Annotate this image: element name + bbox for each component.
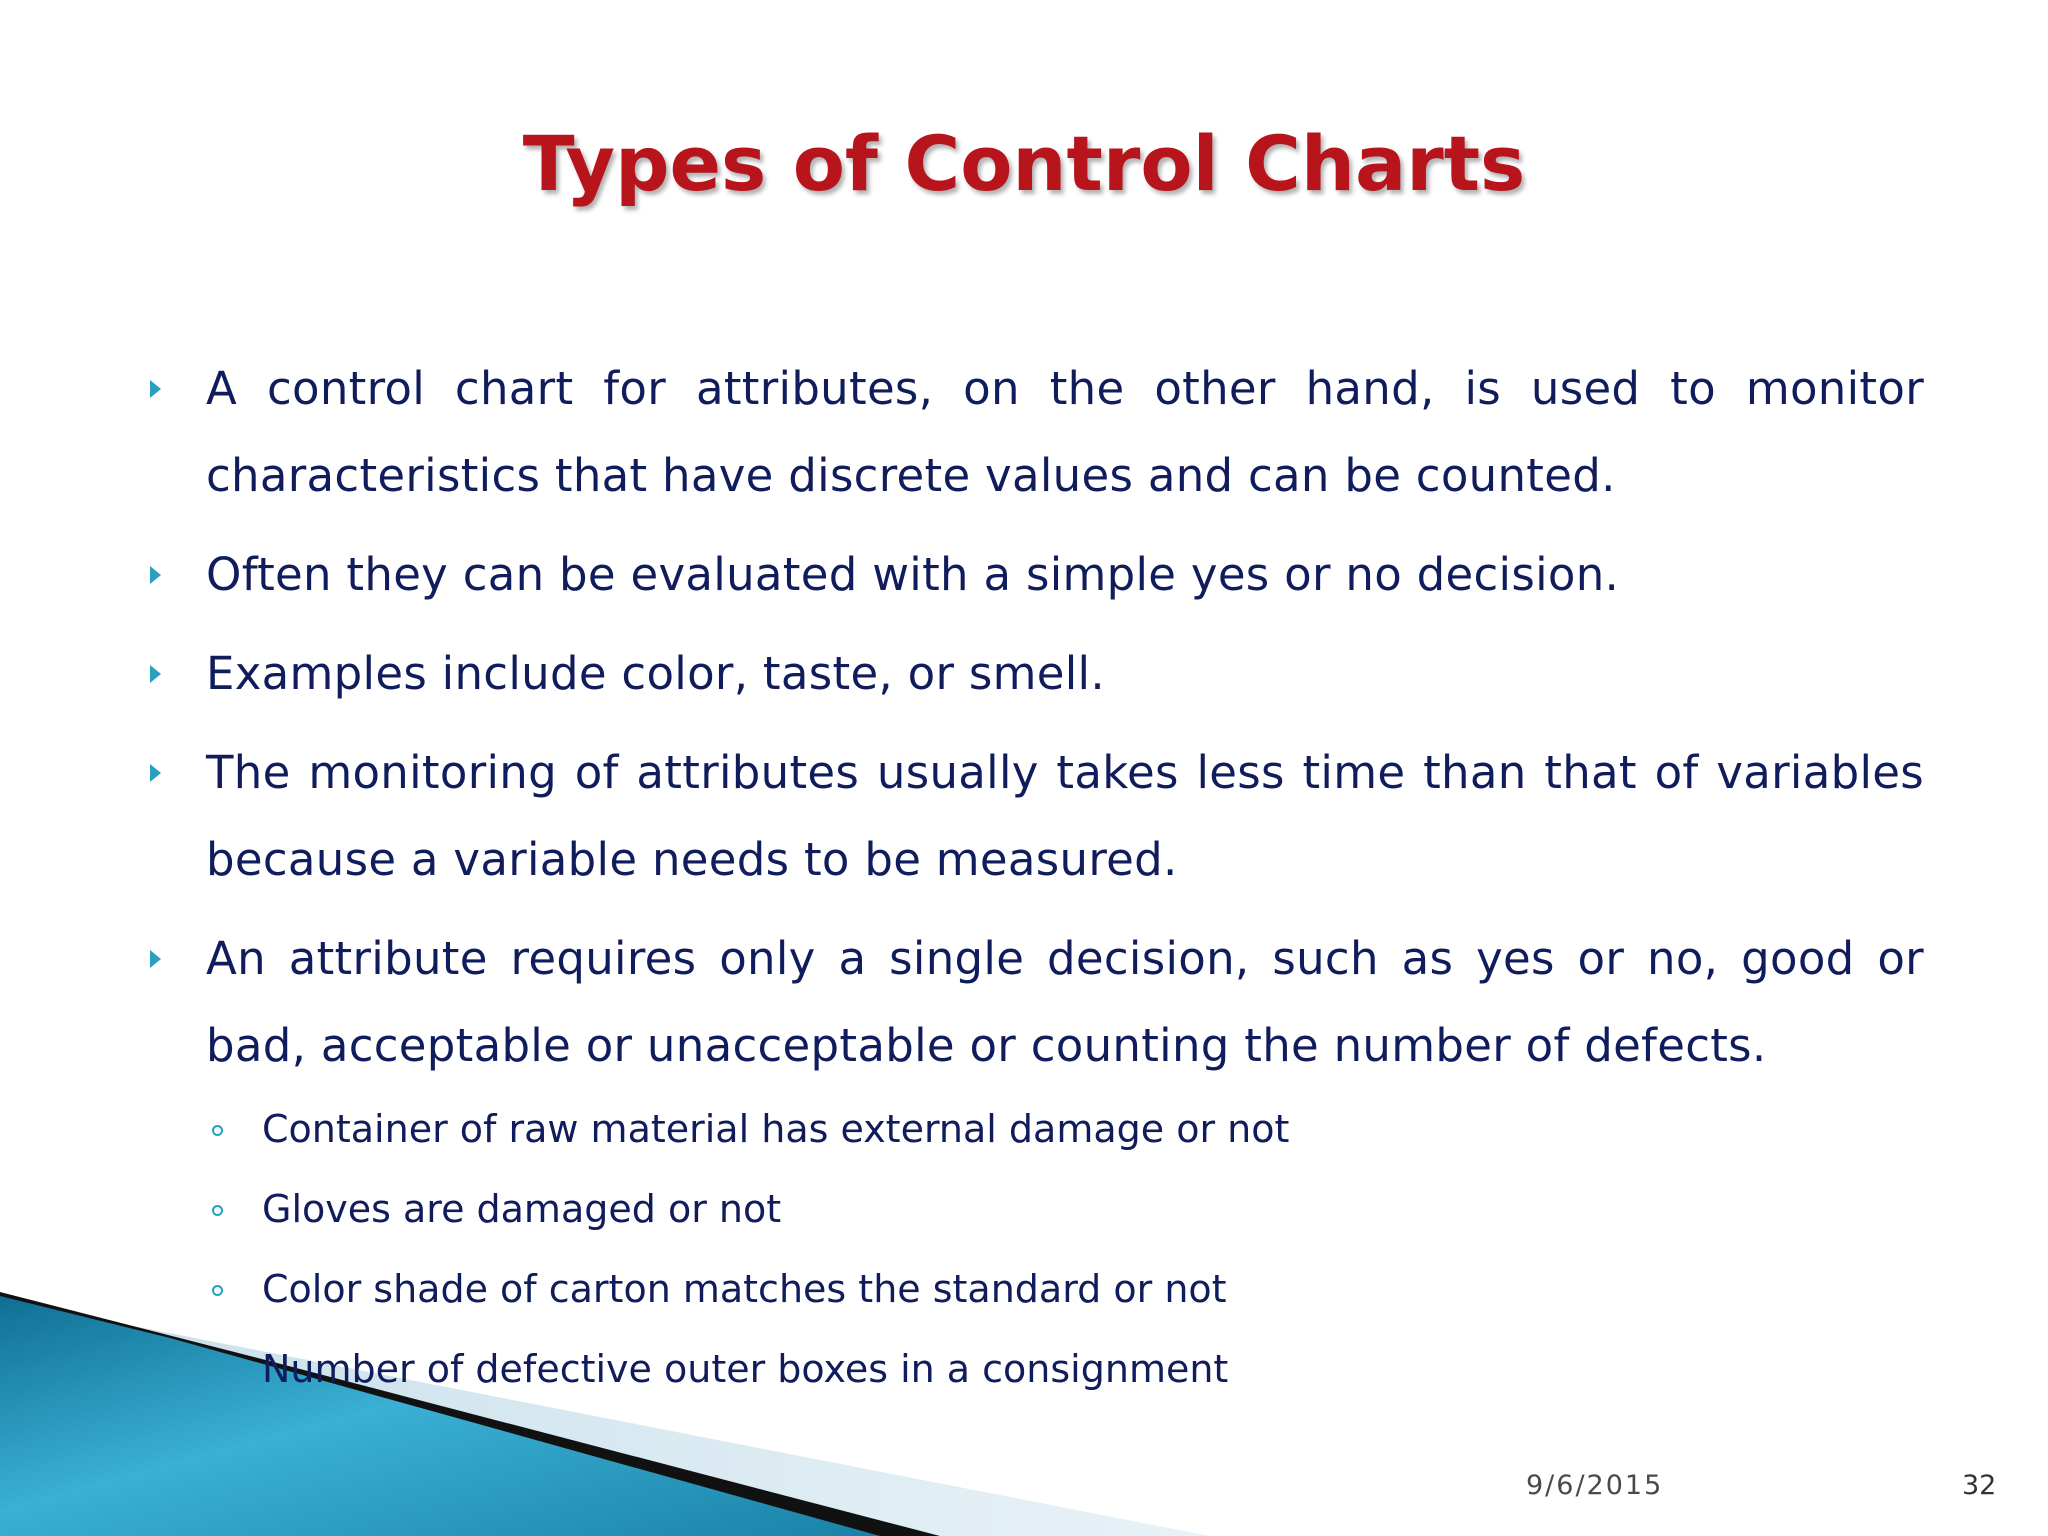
hollow-circle-icon — [212, 1285, 223, 1296]
sub-bullet-item: Color shade of carton matches the standard or not — [262, 1267, 1227, 1311]
triangle-right-icon — [150, 665, 161, 683]
bullet-item: An attribute requires only a single decision, such as yes or no, good or bad, acceptable or unacceptable or counting the number of defects. — [206, 932, 1924, 1072]
bullet-item: The monitoring of attributes usually takes less time than that of variables because a variable needs to be measured. — [206, 746, 1924, 886]
page-number: 32 — [1962, 1470, 1997, 1501]
triangle-right-icon — [150, 380, 161, 398]
triangle-right-icon — [150, 764, 161, 782]
triangle-right-icon — [150, 566, 161, 584]
footer-date: 9/6/2015 — [1526, 1470, 1664, 1501]
hollow-circle-icon — [212, 1125, 223, 1136]
sub-bullet-item: Container of raw material has external damage or not — [262, 1107, 1290, 1151]
sub-bullet-item: Gloves are damaged or not — [262, 1187, 782, 1231]
bullet-item: Examples include color, taste, or smell. — [206, 647, 1105, 700]
hollow-circle-icon — [212, 1205, 223, 1216]
slide-title: Types of Control Charts — [522, 119, 1526, 208]
bullet-item: Often they can be evaluated with a simple yes or no decision. — [206, 548, 1620, 601]
bullet-item: A control chart for attributes, on the other hand, is used to monitor characteristics that have discrete values and can be counted. — [206, 362, 1924, 502]
triangle-right-icon — [150, 950, 161, 968]
sub-bullet-item: Number of defective outer boxes in a consignment — [262, 1347, 1229, 1391]
